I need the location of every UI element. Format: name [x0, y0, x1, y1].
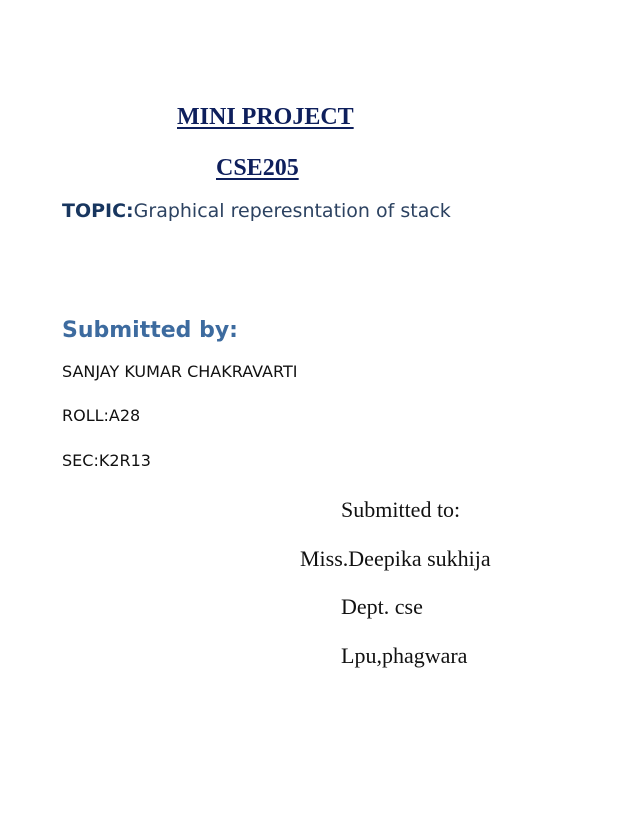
- course-code: CSE205: [216, 155, 299, 181]
- supervisor-name: Miss.Deepika sukhija: [300, 546, 491, 571]
- topic-line: [62, 200, 451, 222]
- student-name: SANJAY KUMAR CHAKRAVARTI: [62, 362, 298, 381]
- submitted-to-heading: Submitted to:: [341, 497, 461, 522]
- section: SEC:K2R13: [62, 451, 151, 470]
- department: Dept. cse: [341, 594, 423, 619]
- page-title: MINI PROJECT: [177, 104, 354, 130]
- location: Lpu,phagwara: [341, 643, 468, 668]
- topic-label: TOPIC:: [62, 200, 134, 222]
- roll-number: ROLL:A28: [62, 406, 141, 425]
- topic-value: Graphical reperesntation of stack: [133, 200, 451, 222]
- submitted-by-heading: Submitted by:: [62, 318, 238, 343]
